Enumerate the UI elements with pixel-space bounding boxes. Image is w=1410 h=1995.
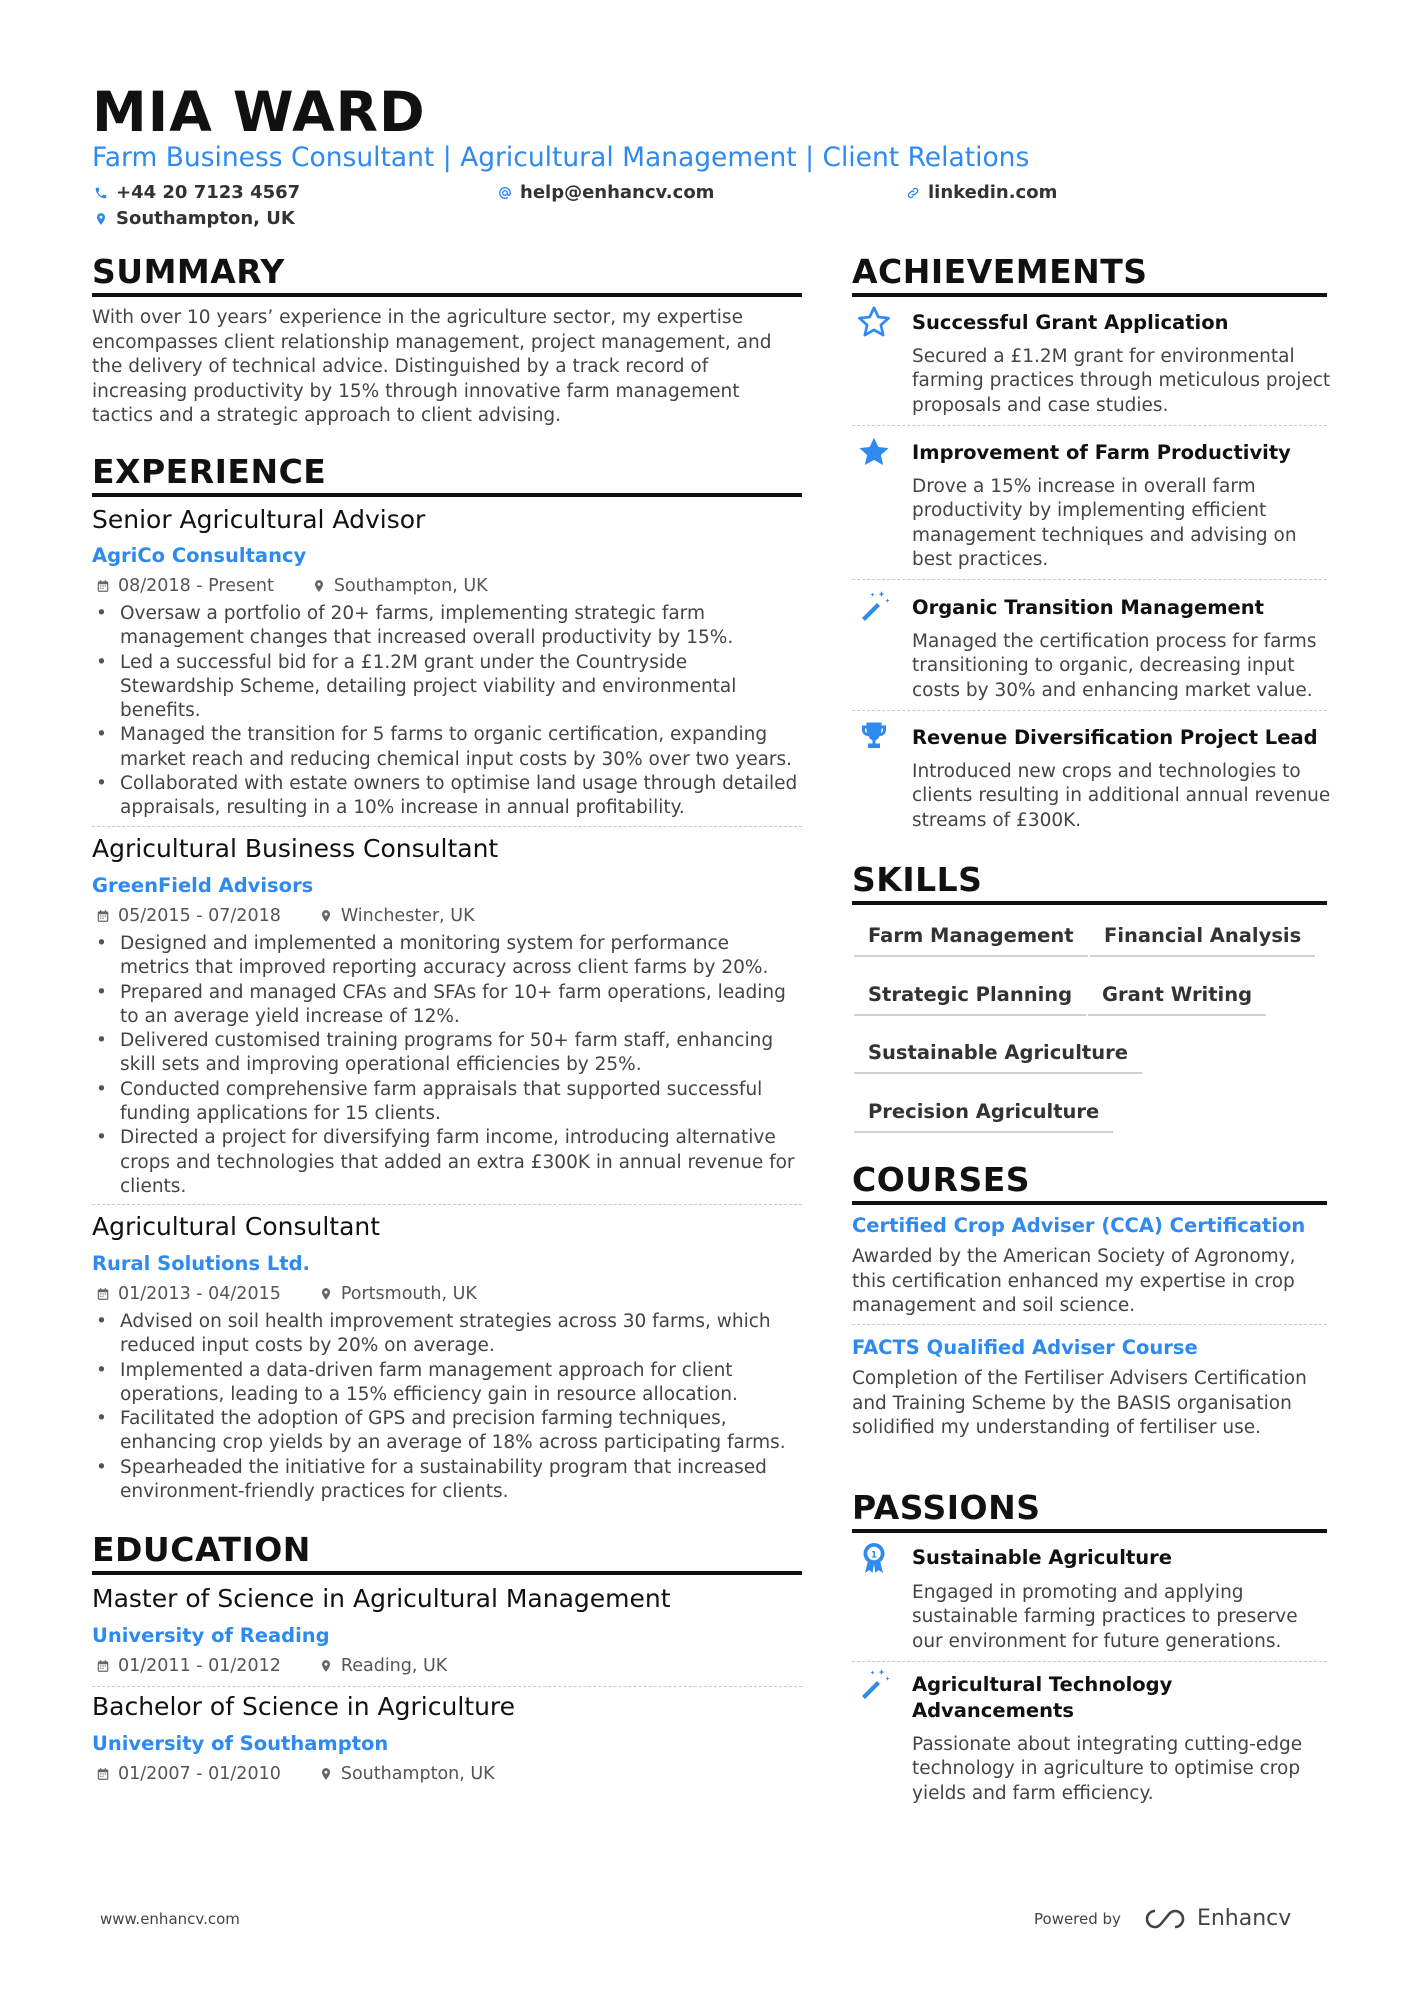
- star-outline-icon: [856, 304, 892, 340]
- skill-tag: Farm Management: [854, 924, 1088, 957]
- job-location: Winchester, UK: [340, 906, 475, 926]
- location-pin-icon: [319, 1659, 333, 1673]
- star-filled-icon: [856, 434, 892, 470]
- phone-text: +44 20 7123 4567: [116, 182, 301, 203]
- footer-branding: [1034, 1906, 1291, 1931]
- passion-desc: Passionate about integrating cutting-edge technology in agriculture to optimise crop yields and farm efficiency.: [912, 1734, 1303, 1804]
- location-pin-icon: [312, 579, 326, 593]
- divider: [92, 826, 802, 827]
- education-meta: [96, 1764, 495, 1784]
- course-title: Certified Crop Adviser (CCA) Certification: [852, 1214, 1306, 1237]
- linkedin-contact[interactable]: [906, 182, 1057, 203]
- bullet-item: • Collaborated with estate owners to optimise land usage through detailed appraisals, resulting in a 10% increase in annual profitability.: [92, 772, 802, 821]
- job-title: Agricultural Business Consultant: [92, 834, 499, 863]
- skill-tag: Sustainable Agriculture: [854, 1041, 1142, 1074]
- job-title: Senior Agricultural Advisor: [92, 505, 426, 534]
- bullet-item: • Advised on soil health improvement strategies across 30 farms, which reduced input costs by 20% on average.: [92, 1310, 802, 1359]
- calendar-icon: [96, 579, 110, 593]
- job-bullets: [92, 1310, 802, 1504]
- school-name: University of Reading: [92, 1624, 330, 1647]
- bullet-item: • Led a successful bid for a £1.2M grant under the Countryside Stewardship Scheme, detailing project viability and environmental benefits.: [92, 651, 802, 724]
- calendar-icon: [96, 1287, 110, 1301]
- calendar-icon: [96, 909, 110, 923]
- enhancv-brand-text: Enhancv: [1196, 1906, 1292, 1931]
- achievement-title: Organic Transition Management: [912, 596, 1264, 619]
- magic-wand-icon: [856, 588, 892, 624]
- skill-tag: Grant Writing: [1088, 983, 1266, 1016]
- job-dates: 01/2013 - 04/2015: [118, 1284, 281, 1304]
- course-title: FACTS Qualified Adviser Course: [852, 1336, 1198, 1359]
- education-location: Southampton, UK: [340, 1764, 495, 1784]
- job-meta: [96, 1284, 477, 1304]
- education-meta: [96, 1656, 447, 1676]
- passion-desc: Engaged in promoting and applying sustainable farming practices to preserve our environment for future generations.: [912, 1582, 1298, 1652]
- location-pin-icon: [94, 212, 108, 226]
- achievement-title: Revenue Diversification Project Lead: [912, 726, 1318, 749]
- degree-title: Bachelor of Science in Agriculture: [92, 1692, 516, 1721]
- company-name: AgriCo Consultancy: [92, 544, 307, 567]
- achievement-desc: Secured a £1.2M grant for environmental farming practices through meticulous project proposals and case studies.: [912, 346, 1331, 416]
- bullet-item: • Conducted comprehensive farm appraisals that supported successful funding applications for 15 clients.: [92, 1078, 802, 1127]
- education-dates: 01/2011 - 01/2012: [118, 1656, 281, 1676]
- skill-tag: Strategic Planning: [854, 983, 1086, 1016]
- footer-website[interactable]: www.enhancv.com: [100, 1910, 240, 1928]
- calendar-icon: [96, 1659, 110, 1673]
- divider: [852, 1324, 1327, 1325]
- divider: [852, 710, 1327, 711]
- divider: [92, 1686, 802, 1687]
- calendar-icon: [96, 1767, 110, 1781]
- bullet-item: • Facilitated the adoption of GPS and precision farming techniques, enhancing crop yields by an average of 18% across participating farms.: [92, 1407, 802, 1456]
- email-contact[interactable]: [498, 182, 714, 203]
- course-desc: Completion of the Fertiliser Advisers Certification and Training Scheme by the BASIS organisation solidified my understanding of fertiliser use.: [852, 1368, 1307, 1438]
- courses-section-title: COURSES: [852, 1160, 1327, 1205]
- divider: [852, 579, 1327, 580]
- bullet-item: • Oversaw a portfolio of 20+ farms, implementing strategic farm management changes that increased overall productivity by 15%.: [92, 602, 802, 651]
- location-pin-icon: [319, 909, 333, 923]
- achievement-desc: Managed the certification process for farms transitioning to organic, decreasing input costs by 30% and enhancing market value.: [912, 631, 1317, 701]
- location-pin-icon: [319, 1287, 333, 1301]
- location-pin-icon: [319, 1767, 333, 1781]
- company-name: GreenField Advisors: [92, 874, 314, 897]
- education-location: Reading, UK: [340, 1656, 448, 1676]
- passion-title: Sustainable Agriculture: [912, 1546, 1172, 1569]
- bullet-item: • Directed a project for diversifying farm income, introducing alternative crops and technologies that added an extra £300K in annual revenue for clients.: [92, 1126, 802, 1199]
- bullet-item: • Designed and implemented a monitoring system for performance metrics that improved reporting accuracy across client farms by 20%.: [92, 932, 802, 981]
- trophy-icon: [856, 718, 892, 754]
- bullet-item: • Implemented a data-driven farm management approach for client operations, leading to a 15% efficiency gain in resource allocation.: [92, 1359, 802, 1408]
- education-dates: 01/2007 - 01/2010: [118, 1764, 281, 1784]
- education-section-title: EDUCATION: [92, 1530, 802, 1575]
- summary-text: With over 10 years’ experience in the agriculture sector, my expertise encompasses client relationship management, project management, and the delivery of technical advice. Distinguished by a track record of increasing productivity by 15% through innovative farm management tactics and a strategic approach to client advising.: [92, 307, 772, 426]
- link-icon: [906, 186, 920, 200]
- skill-tag: Financial Analysis: [1090, 924, 1315, 957]
- job-title: Agricultural Consultant: [92, 1212, 381, 1241]
- degree-title: Master of Science in Agricultural Management: [92, 1584, 671, 1613]
- school-name: University of Southampton: [92, 1732, 389, 1755]
- job-meta: [96, 906, 475, 926]
- location-text: Southampton, UK: [116, 208, 295, 229]
- email-text: help@enhancv.com: [520, 182, 715, 203]
- divider: [852, 425, 1327, 426]
- award-ribbon-icon: [856, 1540, 892, 1576]
- job-bullets: [92, 932, 802, 1199]
- enhancv-logo[interactable]: [1143, 1906, 1291, 1931]
- bullet-item: • Prepared and managed CFAs and SFAs for 10+ farm operations, leading to an average yield increase of 12%.: [92, 981, 802, 1030]
- enhancv-logo-icon: [1143, 1907, 1189, 1931]
- course-desc: Awarded by the American Society of Agronomy, this certification enhanced my expertise in crop management and soil science.: [852, 1246, 1296, 1316]
- bullet-item: • Managed the transition for 5 farms to organic certification, expanding market reach and reducing chemical input costs by 30% over two years.: [92, 723, 802, 772]
- achievement-title: Successful Grant Application: [912, 311, 1229, 334]
- divider: [92, 1204, 802, 1205]
- divider: [852, 1661, 1327, 1662]
- location-contact: [94, 208, 295, 229]
- job-meta: [96, 576, 488, 596]
- experience-section-title: EXPERIENCE: [92, 452, 802, 497]
- magic-wand-icon: [856, 1666, 892, 1702]
- phone-contact[interactable]: [94, 182, 300, 203]
- achievement-desc: Introduced new crops and technologies to clients resulting in additional annual revenue streams of £300K.: [912, 761, 1331, 831]
- job-dates: 05/2015 - 07/2018: [118, 906, 281, 926]
- company-name: Rural Solutions Ltd.: [92, 1252, 310, 1275]
- job-bullets: [92, 602, 802, 821]
- summary-section-title: SUMMARY: [92, 252, 802, 297]
- job-location: Portsmouth, UK: [340, 1284, 477, 1304]
- bullet-item: • Delivered customised training programs for 50+ farm staff, enhancing skill sets and improving operational efficiencies by 25%.: [92, 1029, 802, 1078]
- phone-icon: [94, 186, 108, 200]
- bullet-item: • Spearheaded the initiative for a sustainability program that increased environment-friendly practices for clients.: [92, 1456, 802, 1505]
- powered-by-label: Powered by: [1034, 1909, 1121, 1928]
- svg-text:1: 1: [870, 1550, 878, 1561]
- achievement-desc: Drove a 15% increase in overall farm productivity by implementing efficient management techniques and advising on best practices.: [912, 476, 1297, 570]
- candidate-subtitle: Farm Business Consultant | Agricultural Management | Client Relations: [92, 142, 1030, 173]
- passions-section-title: PASSIONS: [852, 1488, 1327, 1533]
- achievement-title: Improvement of Farm Productivity: [912, 441, 1291, 464]
- achievements-section-title: ACHIEVEMENTS: [852, 252, 1327, 297]
- job-location: Southampton, UK: [333, 576, 488, 596]
- job-dates: 08/2018 - Present: [118, 576, 274, 596]
- candidate-name: MIA WARD: [92, 80, 426, 144]
- skills-section-title: SKILLS: [852, 860, 1327, 905]
- linkedin-text: linkedin.com: [928, 182, 1058, 203]
- passion-title: Agricultural Technology Advancements: [912, 1673, 1173, 1722]
- skill-tag: Precision Agriculture: [854, 1100, 1113, 1133]
- at-icon: [498, 186, 512, 200]
